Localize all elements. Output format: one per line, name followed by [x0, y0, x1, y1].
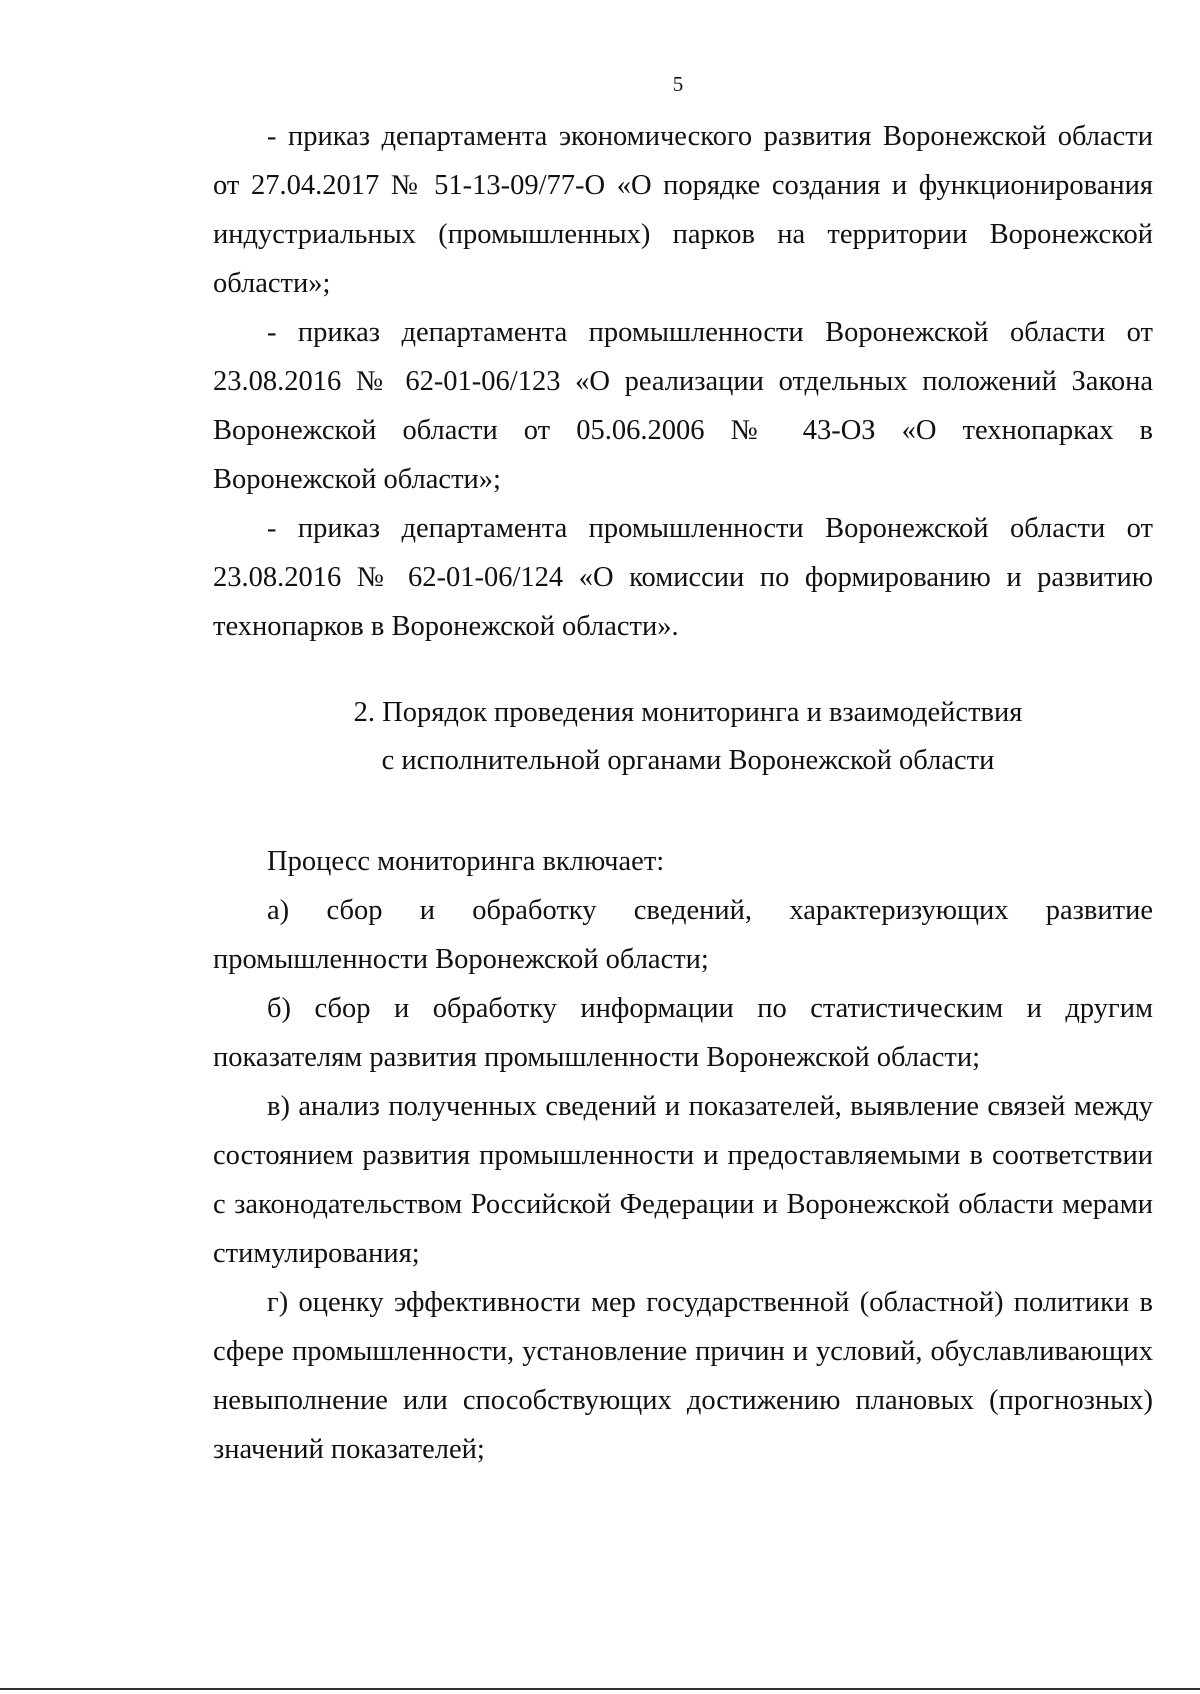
document-paragraph: - приказ департамента экономического развития Воронежской области от 27.04.2017 № 51-13-09/77-О «О порядке создания и функционирования индустриальных (промышленных) парков на территории Воронежской области»;: [213, 121, 1153, 299]
section-heading-line: 2. Порядок проведения мониторинга и взаимодействия: [353, 697, 1023, 728]
page-number: 5: [672, 72, 684, 96]
document-paragraph: б) сбор и обработку информации по статистическим и другим показателям развития промышленности Воронежской области;: [213, 993, 1153, 1073]
document-paragraph: Процесс мониторинга включает:: [267, 846, 665, 877]
document-paragraph: г) оценку эффективности мер государственной (областной) политики в сфере промышленности, установление причин и условий, обуславливающих невыполнение или способствующих достижению плановых (прогнозных) значений показателей;: [213, 1287, 1153, 1465]
document-paragraph: в) анализ полученных сведений и показателей, выявление связей между состоянием развития промышленности и предоставляемыми в соответствии с законодательством Российской Федерации и Воронежской области мерами стимулирования;: [213, 1091, 1153, 1269]
scan-edge-divider: [0, 1688, 1200, 1690]
document-paragraph: а) сбор и обработку сведений, характеризующих развитие промышленности Воронежской области;: [213, 895, 1153, 975]
document-body: [213, 112, 1153, 1474]
section-heading: [213, 689, 1153, 785]
document-paragraph: - приказ департамента промышленности Воронежской области от 23.08.2016 № 62-01-06/124 «О комиссии по формированию и развитию технопарков в Воронежской области».: [213, 513, 1153, 642]
document-paragraph: - приказ департамента промышленности Воронежской области от 23.08.2016 № 62-01-06/123 «О реализации отдельных положений Закона Воронежской области от 05.06.2006 № 43-ОЗ «О технопарках в Воронежской области»;: [213, 317, 1153, 495]
section-heading-line: с исполнительной органами Воронежской области: [381, 745, 995, 776]
